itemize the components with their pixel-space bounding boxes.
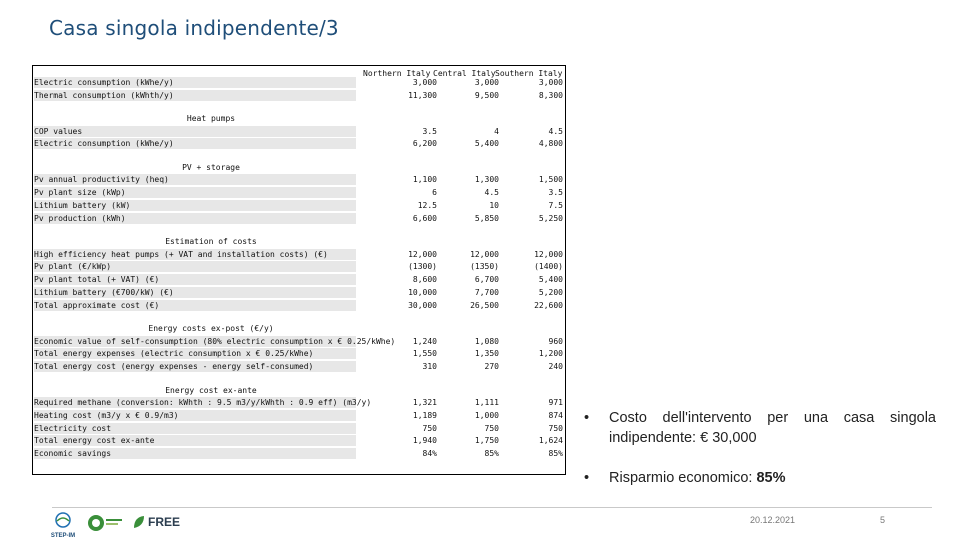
green-seal-icon <box>86 513 124 533</box>
row-label: Required methane (conversion: kWhth : 9.5 m3/y/kWhth : 0.9 eff) (m3/y) <box>34 398 372 407</box>
row-label: Electric consumption (kWhe/y) <box>34 77 356 88</box>
section-header: Energy cost ex-ante <box>165 385 257 395</box>
value-cell: (1300) <box>408 262 437 272</box>
value-cell: 1,240 <box>412 336 437 346</box>
row-label: Economic savings <box>34 448 356 459</box>
value-cell: 9,500 <box>474 90 499 100</box>
footer-divider <box>52 507 932 508</box>
column-header-north: Northern Italy <box>363 69 431 78</box>
value-cell: 30,000 <box>408 300 437 310</box>
value-cell: 4.5 <box>548 126 563 136</box>
column-header-south: Southern Italy <box>495 69 563 78</box>
value-cell: 971 <box>548 398 563 407</box>
value-cell: 4 <box>494 126 499 136</box>
value-cell: 5,400 <box>474 139 499 149</box>
row-label: Lithium battery (kW) <box>34 200 356 211</box>
row-label: Lithium battery (€700/kW) (€) <box>34 287 356 298</box>
step-im-logo <box>48 512 78 539</box>
value-cell: 1,080 <box>474 336 499 346</box>
value-cell: 8,300 <box>538 90 563 100</box>
value-cell: 6,200 <box>412 139 437 149</box>
free-leaf-icon <box>132 514 146 530</box>
column-header-central: Central Italy <box>433 69 496 78</box>
page-number: 5 <box>880 515 886 525</box>
row-label: Heating cost (m3/y x € 0.9/m3) <box>34 410 356 421</box>
value-cell: 6,700 <box>474 275 499 285</box>
value-cell: 1,624 <box>538 436 563 446</box>
value-cell: 874 <box>548 410 563 420</box>
value-cell: 1,100 <box>412 175 437 185</box>
row-label: Electricity cost <box>34 423 356 434</box>
value-cell: 12,000 <box>408 249 437 259</box>
row-label: Total energy cost (energy expenses - energy self-consumed) <box>34 361 356 372</box>
row-label: High efficiency heat pumps (+ VAT and installation costs) (€) <box>34 249 356 260</box>
value-cell: 1,350 <box>474 349 499 359</box>
value-cell: 3.5 <box>548 188 563 198</box>
value-cell: 5,400 <box>538 275 563 285</box>
bullet-text: Risparmio economico: <box>609 470 757 486</box>
section-header: Energy costs ex-post (€/y) <box>148 324 274 334</box>
value-cell: 7.5 <box>548 200 563 210</box>
value-cell: 750 <box>484 423 499 433</box>
value-cell: 8,600 <box>412 275 437 285</box>
value-cell: 10 <box>489 200 499 210</box>
section-header: Estimation of costs <box>165 237 257 247</box>
bullet-list <box>584 408 936 488</box>
value-cell: 3.5 <box>422 126 437 136</box>
row-label: COP values <box>34 126 356 137</box>
value-cell: 5,250 <box>538 213 563 223</box>
value-cell: 22,600 <box>534 300 563 310</box>
value-cell: 85% <box>548 449 563 459</box>
value-cell: 960 <box>548 336 563 346</box>
step-im-icon <box>48 512 78 528</box>
value-cell: 4.5 <box>484 188 499 198</box>
bullet-marker: • <box>584 410 590 426</box>
value-cell: 84% <box>422 449 437 459</box>
row-label: Total energy expenses (electric consumption x € 0.25/kWhe) <box>34 348 356 359</box>
value-cell: 3,000 <box>474 78 499 87</box>
value-cell: 1,750 <box>474 436 499 446</box>
row-label: Pv plant (€/kWp) <box>34 261 356 272</box>
slide-title: Casa singola indipendente/3 <box>49 16 339 40</box>
row-label: Pv plant total (+ VAT) (€) <box>34 274 356 285</box>
row-label: Total energy cost ex-ante <box>34 435 356 446</box>
bullet-marker: • <box>584 470 590 486</box>
bullet-item-cost <box>584 408 936 448</box>
value-cell: 1,189 <box>412 410 437 420</box>
slide-date: 20.12.2021 <box>750 515 796 525</box>
row-label: Total approximate cost (€) <box>34 300 356 311</box>
row-label: Thermal consumption (kWhth/y) <box>34 90 356 101</box>
value-cell: 10,000 <box>408 287 437 297</box>
value-cell: 1,111 <box>474 398 499 407</box>
row-label: Pv annual productivity (heq) <box>34 174 356 185</box>
section-header: Heat pumps <box>186 114 236 124</box>
value-cell: 12.5 <box>417 200 437 210</box>
green-seal-logo <box>86 513 124 538</box>
value-cell: 5,200 <box>538 287 563 297</box>
value-cell: (1400) <box>534 262 563 272</box>
row-label: Pv production (kWh) <box>34 213 356 224</box>
free-label: FREE <box>148 515 181 529</box>
value-cell: (1350) <box>470 262 499 272</box>
value-cell: 6,600 <box>412 213 437 223</box>
value-cell: 240 <box>548 362 563 372</box>
value-cell: 270 <box>484 362 499 372</box>
value-cell: 5,850 <box>474 213 499 223</box>
value-cell: 85% <box>484 449 499 459</box>
value-cell: 11,300 <box>408 90 437 100</box>
value-cell: 1,000 <box>474 410 499 420</box>
section-header: PV + storage <box>182 163 240 173</box>
value-cell: 1,300 <box>474 175 499 185</box>
value-cell: 3,000 <box>412 78 437 87</box>
row-label: Economic value of self-consumption (80% electric consumption x € 0.25/kWhe) <box>34 336 396 346</box>
value-cell: 310 <box>422 362 437 372</box>
row-label: Electric consumption (kWhe/y) <box>34 138 356 149</box>
value-cell: 750 <box>548 423 563 433</box>
cost-table <box>32 65 566 475</box>
value-cell: 26,500 <box>470 300 499 310</box>
value-cell: 1,500 <box>538 175 563 185</box>
free-logo <box>132 514 180 530</box>
bullet-strong: 85% <box>756 470 786 486</box>
value-cell: 3,000 <box>538 78 563 87</box>
value-cell: 12,000 <box>534 249 563 259</box>
value-cell: 1,940 <box>412 436 437 446</box>
value-cell: 1,200 <box>538 349 563 359</box>
value-cell: 1,321 <box>412 398 437 407</box>
row-label: Pv plant size (kWp) <box>34 187 356 198</box>
value-cell: 750 <box>422 423 437 433</box>
value-cell: 4,800 <box>538 139 563 149</box>
value-cell: 12,000 <box>470 249 499 259</box>
bullet-item-savings <box>584 468 936 488</box>
bullet-text: Costo dell'intervento per una casa singola indipendente: € 30,000 <box>609 410 936 446</box>
value-cell: 6 <box>432 188 437 198</box>
value-cell: 7,700 <box>474 287 499 297</box>
step-im-label: STEP-IM <box>50 533 76 539</box>
value-cell: 1,550 <box>412 349 437 359</box>
